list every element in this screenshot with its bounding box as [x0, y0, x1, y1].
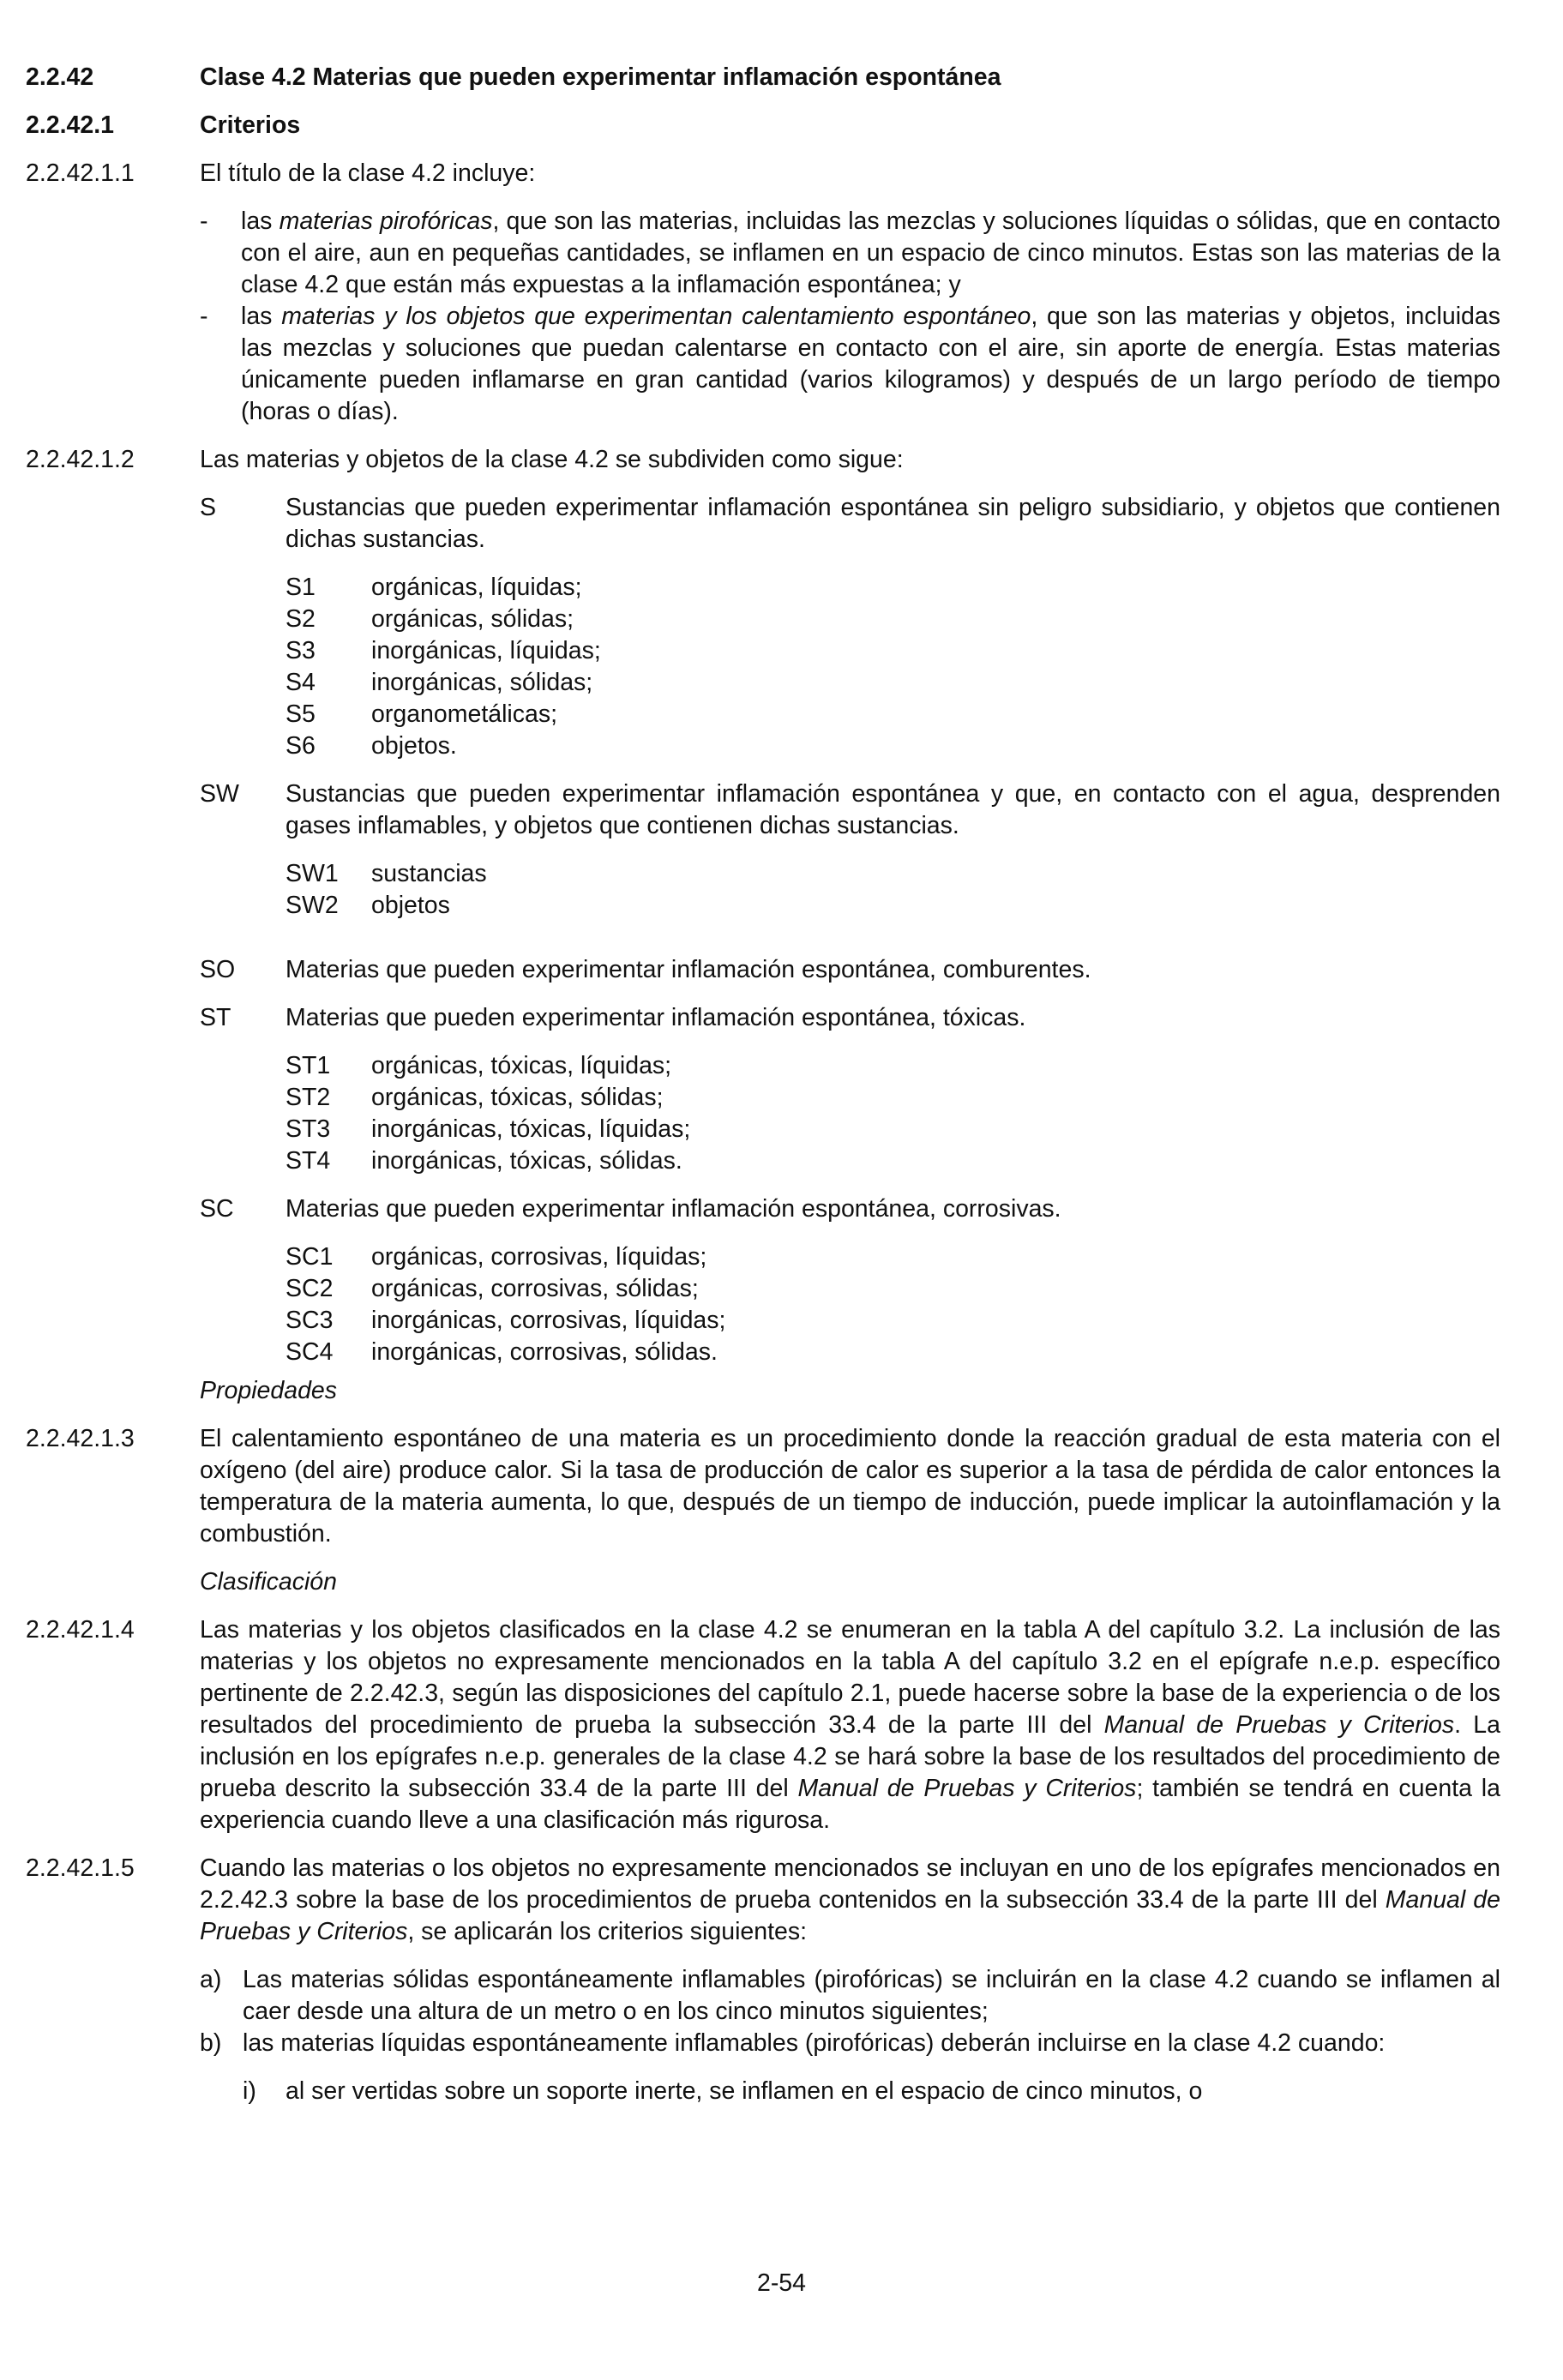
- category-text: Materias que pueden experimentar inflamación espontánea, corrosivas.: [286, 1195, 1061, 1223]
- category-code: S: [200, 494, 217, 521]
- subcategory-item: S1 orgánicas, líquidas;: [286, 574, 582, 601]
- section-title: Criterios: [200, 111, 301, 139]
- paragraph-text: Cuando las materias o los objetos no expresamente mencionados se incluyan en uno de los epígrafes mencionados en 2.2.42.3 sobre la base de los procedimientos de prueba contenidos en la subsección 33.4 de la parte III del Manual de Pruebas y Criterios, se aplicarán los criterios siguientes:: [200, 1854, 1500, 1945]
- paragraph-text: Las materias y los objetos clasificados en la clase 4.2 se enumeran en la tabla A del capítulo 3.2. La inclusión de las materias y los objetos no expresamente mencionados en la tabla A del capítulo 3.2 en el epígrafe n.e.p. específico pertinente de 2.2.42.3, según las disposiciones del capítulo 2.1, puede hacerse sobre la base de la experiencia o de los resultados del procedimiento de prueba la subsección 33.4 de la parte III del Manual de Pruebas y Criterios. La inclusión en los epígrafes n.e.p. generales de la clase 4.2 se hará sobre la base de los resultados del procedimiento de prueba descrito la subsección 33.4 de la parte III del Manual de Pruebas y Criterios; también se tendrá en cuenta la experiencia cuando lleve a una clasificación más rigurosa.: [200, 1616, 1500, 1834]
- criterios-heading: [26, 110, 1500, 141]
- paragraph-number: 2.2.42.1.1: [26, 159, 135, 187]
- subcategory-item: ST4 inorgánicas, tóxicas, sólidas.: [286, 1147, 682, 1175]
- category-text: Sustancias que pueden experimentar inflamación espontánea sin peligro subsidiario, y objetos que contienen dichas sustancias.: [286, 494, 1500, 553]
- category-code: ST: [200, 1004, 231, 1031]
- propiedades-heading: Propiedades: [200, 1377, 338, 1404]
- subcategory-item: SC1 orgánicas, corrosivas, líquidas;: [286, 1243, 707, 1271]
- subcategory-item: ST2 orgánicas, tóxicas, sólidas;: [286, 1084, 664, 1111]
- list-marker: b): [200, 2029, 222, 2057]
- list-marker: i): [243, 2077, 256, 2105]
- page-number: 2-54: [756, 2269, 807, 2297]
- subcategory-list-st: [286, 1050, 1500, 1177]
- paragraph-number: 2.2.42.1.2: [26, 446, 135, 473]
- paragraph-text: El título de la clase 4.2 incluye:: [200, 159, 536, 187]
- paragraph-2-2-42-1-1: [26, 158, 1500, 189]
- category-code: SW: [200, 780, 239, 808]
- category-code: SC: [200, 1195, 234, 1223]
- list-item: [200, 2028, 1500, 2059]
- list-item: [200, 301, 1500, 428]
- list-text: al ser vertidas sobre un soporte inerte, se inflamen en el espacio de cinco minutos, o: [286, 2077, 1203, 2105]
- subcategory-item: ST3 inorgánicas, tóxicas, líquidas;: [286, 1115, 691, 1143]
- section-number: 2.2.42.1: [26, 111, 115, 139]
- subcategory-item: S2 orgánicas, sólidas;: [286, 605, 574, 633]
- subcategory-item: S5 organometálicas;: [286, 700, 558, 728]
- category-so: [200, 954, 1500, 986]
- category-text: Materias que pueden experimentar inflamación espontánea, comburentes.: [286, 956, 1091, 983]
- subcategory-list-sc: [286, 1241, 1500, 1368]
- paragraph-text: El calentamiento espontáneo de una materia es un procedimiento donde la reacción gradual de esta materia con el oxígeno (del aire) produce calor. Si la tasa de producción de calor es superior a la tasa de pérdida de calor entonces la temperatura de la materia aumenta, lo que, después de un tiempo de inducción, puede implicar la autoinflamación y la combustión.: [200, 1425, 1500, 1548]
- list-text: las materias y los objetos que experimentan calentamiento espontáneo, que son las materias y objetos, incluidas las mezclas y soluciones que puedan calentarse en contacto con el aire, sin aporte de energía. Estas materias únicamente pueden inflamarse en gran cantidad (varios kilogramos) y después de un largo período de tiempo (horas o días).: [241, 303, 1500, 425]
- section-title: Clase 4.2 Materias que pueden experimentar inflamación espontánea: [200, 63, 1001, 91]
- category-st: [200, 1002, 1500, 1034]
- list-text: Las materias sólidas espontáneamente inflamables (pirofóricas) se incluirán en la clase 4.2 cuando se inflamen al caer desde una altura de un metro o en los cinco minutos siguientes;: [243, 1966, 1500, 2025]
- section-number: 2.2.42: [26, 63, 94, 91]
- list-text: las materias pirofóricas, que son las materias, incluidas las mezclas y soluciones líquidas o sólidas, que en contacto con el aire, aun en pequeñas cantidades, se inflamen en un espacio de cinco minutos. Estas son las materias de la clase 4.2 que están más expuestas a la inflamación espontánea; y: [241, 207, 1500, 298]
- category-sw: [200, 778, 1500, 842]
- subcategory-list-s: [286, 572, 1500, 762]
- roman-list-item: [243, 2076, 1500, 2107]
- subcategory-item: S4 inorgánicas, sólidas;: [286, 669, 593, 696]
- subcategory-list-sw: [286, 858, 1500, 922]
- subcategory-item: ST1 orgánicas, tóxicas, líquidas;: [286, 1052, 672, 1079]
- category-sc: [200, 1193, 1500, 1225]
- subcategory-item: S3 inorgánicas, líquidas;: [286, 637, 601, 664]
- criteria-list: [200, 1964, 1500, 2059]
- subcategory-item: S6 objetos.: [286, 732, 457, 760]
- category-text: Sustancias que pueden experimentar inflamación espontánea y que, en contacto con el agua, desprenden gases inflamables, y objetos que contienen dichas sustancias.: [286, 780, 1500, 839]
- paragraph-2-2-42-1-4: [26, 1614, 1500, 1836]
- category-text: Materias que pueden experimentar inflamación espontánea, tóxicas.: [286, 1004, 1026, 1031]
- subcategory-item: SC3 inorgánicas, corrosivas, líquidas;: [286, 1307, 726, 1334]
- paragraph-2-2-42-1-2: [26, 444, 1500, 476]
- paragraph-text: Las materias y objetos de la clase 4.2 se subdividen como sigue:: [200, 446, 904, 473]
- subcategory-item: SW1 sustancias: [286, 860, 487, 887]
- list-marker: -: [200, 207, 208, 235]
- category-code: SO: [200, 956, 236, 983]
- subcategory-item: SC2 orgánicas, corrosivas, sólidas;: [286, 1275, 699, 1302]
- paragraph-2-2-42-1-3: [26, 1423, 1500, 1550]
- clasificacion-heading: Clasificación: [200, 1568, 337, 1596]
- dash-list: [200, 206, 1500, 428]
- document-page: [26, 62, 1500, 2107]
- list-marker: -: [200, 303, 208, 330]
- paragraph-2-2-42-1-5: [26, 1853, 1500, 1948]
- list-text: las materias líquidas espontáneamente inflamables (pirofóricas) deberán incluirse en la clase 4.2 cuando:: [243, 2029, 1386, 2057]
- paragraph-number: 2.2.42.1.3: [26, 1425, 135, 1452]
- subcategory-item: SW2 objetos: [286, 892, 450, 919]
- category-s: [200, 492, 1500, 556]
- paragraph-number: 2.2.42.1.5: [26, 1854, 135, 1882]
- list-marker: a): [200, 1966, 222, 1993]
- section-2-2-42-heading: [26, 62, 1500, 93]
- paragraph-number: 2.2.42.1.4: [26, 1616, 135, 1644]
- subcategory-item: SC4 inorgánicas, corrosivas, sólidas.: [286, 1338, 718, 1366]
- list-item: [200, 1964, 1500, 2028]
- list-item: [200, 206, 1500, 301]
